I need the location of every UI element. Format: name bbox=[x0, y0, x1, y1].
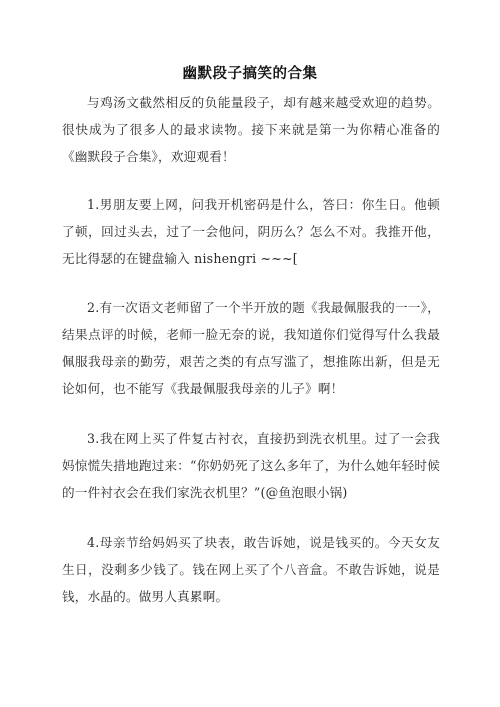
document-title: 幽默段子搞笑的合集 bbox=[182, 65, 318, 82]
intro-paragraph: 与鸡汤文截然相反的负能量段子，却有越来越受欢迎的趋势。很快成为了很多人的最求读物。接下来就是第一为你精心准备的《幽默段子合集》，欢迎观看！ bbox=[62, 95, 440, 164]
joke-paragraph-2: 2.有一次语文老师留了一个半开放的题《我最佩服我的一一》，结果点评的时候，老师一脸无奈的说，我知道你们觉得写什么我最佩服我母亲的勤劳，艰苦之类的有点写滥了，想推陈出新，但是无论如何，也不能写《我最佩服我母亲的儿子》啊！ bbox=[62, 300, 440, 396]
joke-paragraph-3: 3.我在网上买了件复古衬衣，直接扔到洗衣机里。过了一会我妈惊慌失措地跑过来：“你奶奶死了这么多年了，为什么她年轻时候的一件衬衣会在我们家洗衣机里？”(@鱼泡眼小锅) bbox=[62, 431, 440, 500]
joke-paragraph-1: 1.男朋友要上网，问我开机密码是什么，答曰：你生日。他顿了顿，回过头去，过了一会他问，阴历么？怎么不对。我推开他，无比得瑟的在键盘输入 nishengri ~~~[ bbox=[62, 197, 440, 266]
joke-paragraph-4: 4.母亲节给妈妈买了块表，敢告诉她，说是钱买的。今天女友生日，没剩多少钱了。钱在网上买了个八音盒。不敢告诉她，说是钱，水晶的。做男人真累啊。 bbox=[62, 535, 440, 604]
